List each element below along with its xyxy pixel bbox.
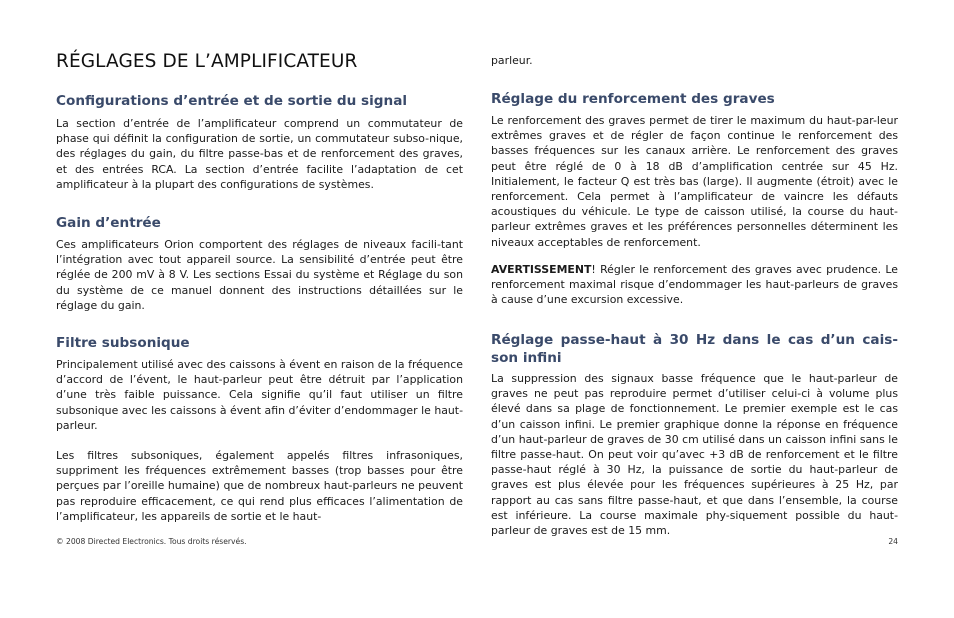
page-title: RÉGLAGES DE L’AMPLIFICATEUR bbox=[56, 51, 358, 72]
warning-paragraph bbox=[491, 262, 898, 308]
section-body-highpass-30hz: La suppression des signaux basse fréquence que le haut-parleur de graves ne peut pas reproduire permet d’utiliser celui-ci à volume plus élevé dans sa plage de fonctionnement. Le premier exemple est le cas d’un caisson infini. Le premier graphique donne la réponse en fréquence d’un haut-parleur de graves de 30 cm utilisé dans un caisson infini sans le filtre passe-haut. On peut voir qu’avec +3 dB de renforcement et le filtre passe-haut réglé à 30 Hz, la puissance de sortie du haut-parleur de graves est plus élevée pour les fréquences supérieures à 25 Hz, par rapport au cas sans filtre passe-haut, et que dans l’ensemble, la course est inférieure. La course maximale phy-siquement possible du haut-parleur de graves est de 15 mm. bbox=[491, 372, 898, 538]
page-number: 24 bbox=[888, 537, 898, 546]
footer-copyright: © 2008 Directed Electronics. Tous droits réservés. bbox=[56, 537, 247, 546]
section-body-subsonic-filter-1: Principalement utilisé avec des caissons à évent en raison de la fréquence d’accord de l’évent, le haut-parleur peut être détruit par l’application d’une très faible puissance. Cela signifie qu’il faut utiliser un filtre subsonique avec les caissons à évent afin d’éviter d’endommager le haut-parleur. bbox=[56, 358, 463, 432]
section-title-highpass-30hz: Réglage passe-haut à 30 Hz dans le cas d’un cais-son infini bbox=[491, 332, 898, 366]
continuation-text: parleur. bbox=[491, 54, 533, 67]
warning-label: AVERTISSEMENT bbox=[491, 263, 592, 276]
section-body-input-gain: Ces amplificateurs Orion comportent des réglages de niveaux facili-tant l’intégration avec tout appareil source. La sensibilité d’entrée peut être réglée de 200 mV à 8 V. Les sections Essai du système et Réglage du son du système de ce manuel donnent des instructions détaillées sur le réglage du gain. bbox=[56, 238, 463, 312]
section-title-bass-boost: Réglage du renforcement des graves bbox=[491, 91, 775, 107]
section-body-bass-boost: Le renforcement des graves permet de tirer le maximum du haut-par-leur extrêmes graves et de régler de façon continue le renforcement des basses fréquences sur les canaux arrière. Le renforcement des graves peut être réglé de 0 à 18 dB d’amplification centrée sur 45 Hz. Initialement, le facteur Q est très bas (large). Il augmente (étroit) avec le renforcement. Cela permet à l’amplificateur de vaincre les défauts acoustiques du véhicule. Le type de caisson utilisé, la course du haut-parleur extrêmes graves et les préférences personnelles déterminent les niveaux acceptables de renforcement. bbox=[491, 114, 898, 249]
section-title-input-gain: Gain d’entrée bbox=[56, 215, 161, 231]
section-title-signal-config: Configurations d’entrée et de sortie du signal bbox=[56, 93, 408, 109]
section-body-signal-config: La section d’entrée de l’amplificateur comprend un commutateur de phase qui définit la configuration de sortie, un commutateur subso-nique, des réglages du gain, du filtre passe-bas et de renforcement des graves, et des entrées RCA. La section d’entrée facilite l’adaptation de cet amplificateur à la plupart des configurations de systèmes. bbox=[56, 117, 463, 191]
section-body-subsonic-filter-2: Les filtres subsoniques, également appelés filtres infrasoniques, suppriment les fréquences extrêmement basses (trop basses pour être perçues par l’oreille humaine) que de nombreux haut-parleurs ne peuvent pas reproduire efficacement, ce qui rend plus efficaces l’alimentation de l’amplificateur, les appareils de sortie et le haut- bbox=[56, 449, 463, 523]
warning-body: ! Régler le renforcement des graves avec prudence. Le renforcement maximal risque d’endommager les haut-parleurs de graves à cause d’une excursion excessive. bbox=[491, 263, 898, 307]
section-title-subsonic-filter: Filtre subsonique bbox=[56, 335, 190, 351]
